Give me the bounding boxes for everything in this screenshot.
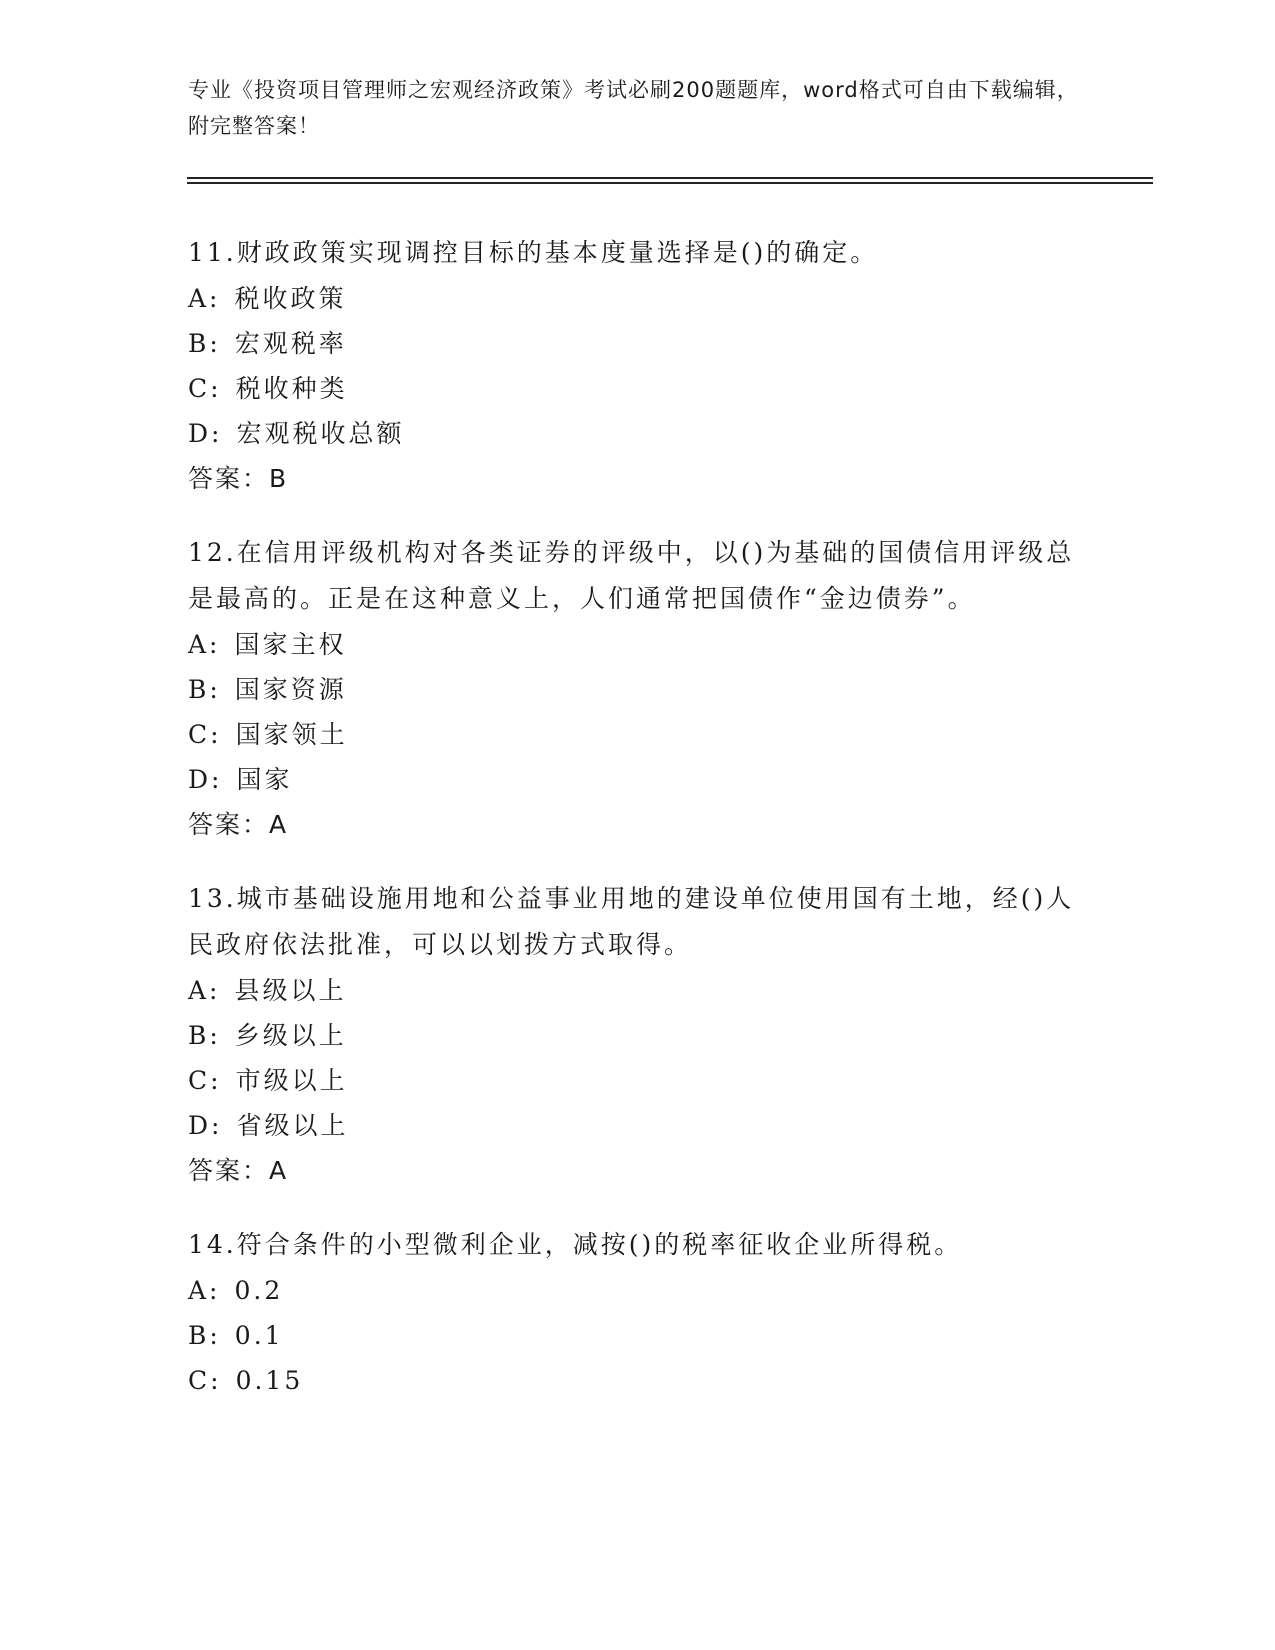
option-letter: A: — [188, 1276, 221, 1305]
option-b — [188, 667, 1088, 712]
question-list — [188, 230, 1088, 1431]
option-d — [188, 757, 1088, 802]
question-stem: 11.财政政策实现调控目标的基本度量选择是()的确定。 — [188, 238, 879, 267]
option-b — [188, 1313, 1088, 1358]
option-letter: C: — [188, 374, 222, 403]
option-c — [188, 1358, 1088, 1403]
option-letter: B: — [188, 675, 221, 704]
option-text: 宏观税收总额 — [236, 419, 405, 448]
option-text: 宏观税率 — [234, 329, 347, 358]
header-divider-top — [187, 177, 1153, 179]
answer-line: 答案：A — [188, 810, 289, 839]
option-letter: C: — [188, 1066, 222, 1095]
answer-line: 答案：B — [188, 464, 289, 493]
option-b — [188, 321, 1088, 366]
option-text: 税收种类 — [235, 374, 348, 403]
question-stem: 13.城市基础设施用地和公益事业用地的建设单位使用国有土地，经()人民政府依法批准，可以以划拨方式取得。 — [188, 884, 1075, 959]
option-c — [188, 712, 1088, 757]
option-text: 国家资源 — [234, 675, 347, 704]
question-12 — [188, 530, 1088, 848]
option-letter: A: — [188, 284, 221, 313]
option-letter: C: — [188, 1366, 222, 1395]
option-letter: B: — [188, 1021, 221, 1050]
option-a — [188, 276, 1088, 321]
option-d — [188, 411, 1088, 456]
question-stem: 12.在信用评级机构对各类证券的评级中，以()为基础的国债信用评级总是最高的。正是在这种意义上，人们通常把国债作“金边债券”。 — [188, 538, 1075, 613]
answer-line: 答案：A — [188, 1156, 289, 1185]
option-text: 国家领土 — [235, 720, 348, 749]
question-13 — [188, 876, 1088, 1194]
option-text: 0.2 — [234, 1276, 284, 1305]
option-d — [188, 1103, 1088, 1148]
question-11 — [188, 230, 1088, 502]
option-letter: B: — [188, 1321, 221, 1350]
question-stem: 14.符合条件的小型微利企业，减按()的税率征收企业所得税。 — [188, 1230, 963, 1259]
option-text: 乡级以上 — [234, 1021, 347, 1050]
option-b — [188, 1013, 1088, 1058]
option-c — [188, 1058, 1088, 1103]
header-divider-bottom — [187, 182, 1153, 184]
question-14 — [188, 1222, 1088, 1403]
option-a — [188, 622, 1088, 667]
option-text: 省级以上 — [236, 1111, 349, 1140]
option-a — [188, 968, 1088, 1013]
option-letter: D: — [188, 419, 223, 448]
option-letter: B: — [188, 329, 221, 358]
option-text: 税收政策 — [234, 284, 347, 313]
option-text: 国家 — [236, 765, 293, 794]
option-text: 0.1 — [234, 1321, 284, 1350]
option-letter: A: — [188, 630, 221, 659]
option-text: 县级以上 — [234, 976, 347, 1005]
option-letter: D: — [188, 1111, 223, 1140]
option-letter: D: — [188, 765, 223, 794]
option-letter: C: — [188, 720, 222, 749]
option-a — [188, 1268, 1088, 1313]
option-text: 市级以上 — [235, 1066, 348, 1095]
document-header: 专业《投资项目管理师之宏观经济政策》考试必刷200题题库，word格式可自由下载编辑，附完整答案！ — [188, 78, 1079, 138]
option-c — [188, 366, 1088, 411]
option-letter: A: — [188, 976, 221, 1005]
option-text: 国家主权 — [234, 630, 347, 659]
option-text: 0.15 — [235, 1366, 304, 1395]
